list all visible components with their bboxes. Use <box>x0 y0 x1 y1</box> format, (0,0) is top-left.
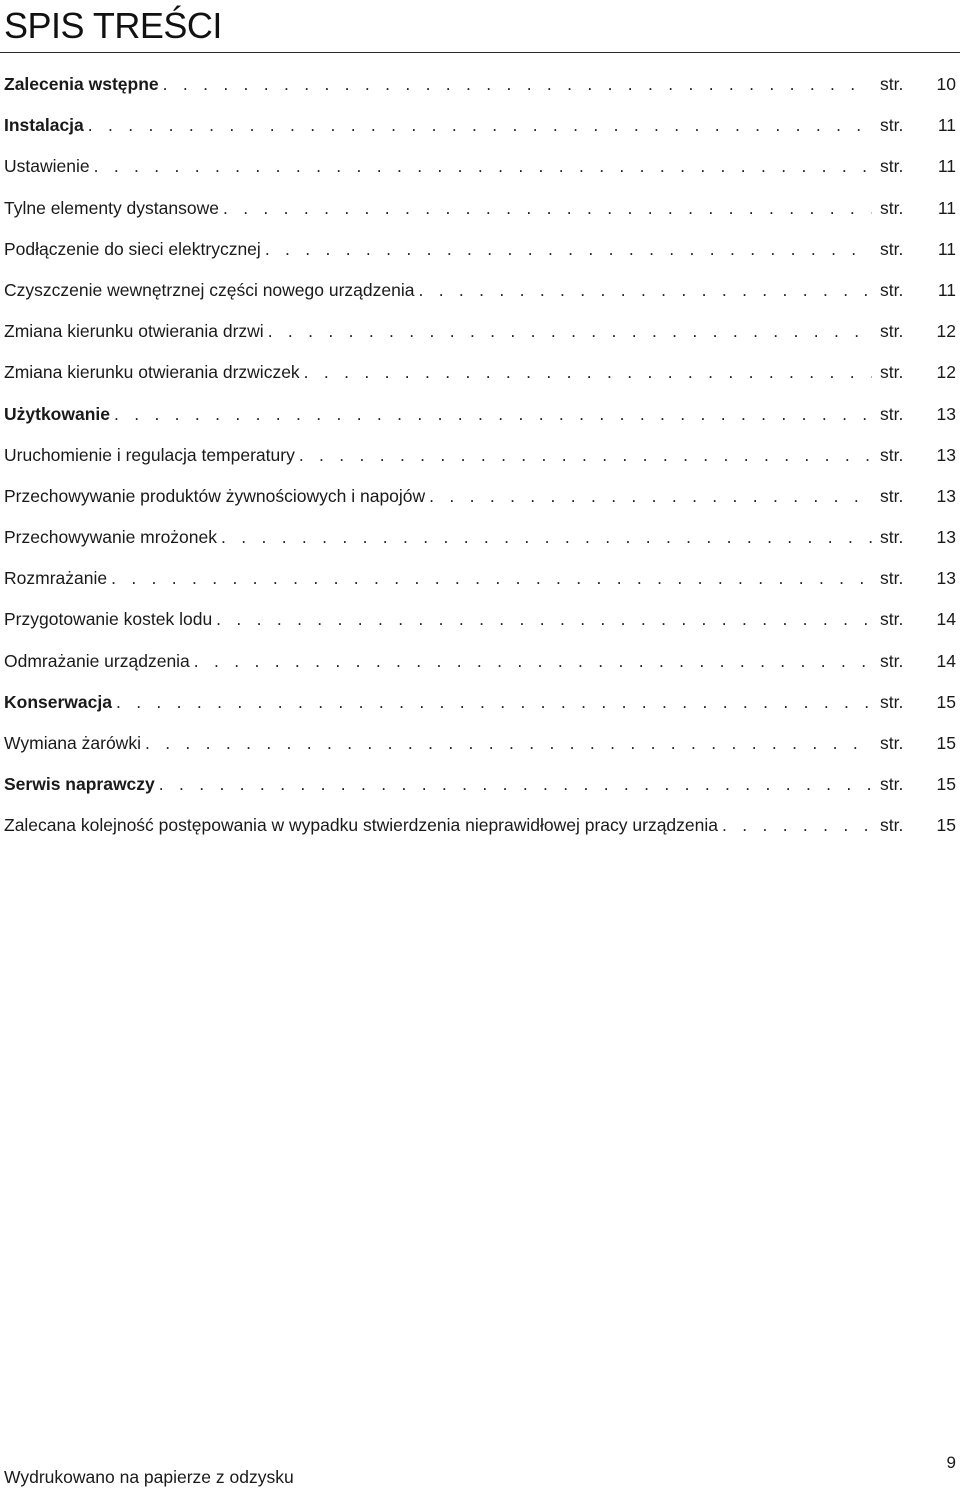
dot-leader <box>219 198 872 219</box>
toc-page-prefix: str. <box>880 733 904 753</box>
toc-page-prefix: str. <box>880 444 904 465</box>
table-of-contents <box>0 74 960 857</box>
dot-leader <box>190 651 872 672</box>
toc-entry-label: Zalecenia wstępne <box>4 74 159 94</box>
toc-page-prefix: str. <box>880 156 904 177</box>
toc-page-prefix: str. <box>880 238 904 259</box>
toc-page-number: 13 <box>936 568 956 589</box>
toc-entry[interactable] <box>0 527 960 568</box>
toc-page-number: 14 <box>936 650 956 671</box>
toc-page-number: 12 <box>936 321 956 342</box>
toc-page-number: 14 <box>936 609 956 630</box>
toc-page-prefix: str. <box>880 485 904 506</box>
toc-page-prefix: str. <box>880 691 904 712</box>
toc-page-number: 15 <box>936 774 956 795</box>
page-title: SPIS TREŚCI <box>4 5 222 46</box>
toc-page-prefix: str. <box>880 321 904 342</box>
dot-leader <box>84 115 872 136</box>
toc-entry-label: Wymiana żarówki <box>4 733 141 753</box>
toc-entry-label: Tylne elementy dystansowe <box>4 197 219 218</box>
dot-leader <box>425 486 872 507</box>
toc-entry-label: Ustawienie <box>4 156 90 177</box>
toc-entry[interactable] <box>0 692 960 733</box>
toc-page-number: 12 <box>936 362 956 383</box>
toc-page-number: 11 <box>937 197 956 218</box>
toc-entry-label: Przygotowanie kostek lodu <box>4 609 213 630</box>
toc-entry-label: Zmiana kierunku otwierania drzwiczek <box>4 362 300 383</box>
toc-page-number: 13 <box>936 527 956 548</box>
toc-entry-label: Serwis naprawczy <box>4 774 155 795</box>
toc-entry[interactable] <box>0 198 960 239</box>
toc-entry-label: Zalecana kolejność postępowania w wypadku stwierdzenia nieprawidłowej pracy urządzenia <box>4 815 719 836</box>
toc-page-number: 11 <box>937 279 956 300</box>
toc-page-prefix: str. <box>880 362 904 383</box>
toc-entry-label: Podłączenie do sieci elektrycznej <box>4 238 261 259</box>
toc-page-number: 11 <box>937 238 956 259</box>
dot-leader <box>110 404 872 425</box>
dot-leader <box>90 156 872 177</box>
toc-entry[interactable] <box>0 362 960 403</box>
toc-page-number: 11 <box>937 156 956 177</box>
toc-entry[interactable] <box>0 321 960 362</box>
dot-leader <box>261 239 872 260</box>
dot-leader <box>217 527 872 548</box>
toc-page-prefix: str. <box>880 650 904 671</box>
dot-leader <box>414 280 872 301</box>
toc-page-number: 15 <box>936 691 956 712</box>
toc-entry-label: Użytkowanie <box>4 403 110 424</box>
toc-page-prefix: str. <box>880 115 904 136</box>
toc-page-prefix: str. <box>880 774 904 795</box>
toc-entry-label: Przechowywanie mrożonek <box>4 527 218 548</box>
toc-entry-label: Zmiana kierunku otwierania drzwi <box>4 321 264 342</box>
toc-entry-label: Rozmrażanie <box>4 568 108 589</box>
title-divider <box>0 52 960 53</box>
toc-entry[interactable] <box>0 239 960 280</box>
toc-page-prefix: str. <box>880 403 904 424</box>
page-number: 9 <box>946 1453 956 1472</box>
toc-entry[interactable] <box>0 774 960 815</box>
dot-leader <box>141 733 872 754</box>
toc-entry[interactable] <box>0 815 960 856</box>
toc-entry[interactable] <box>0 74 960 115</box>
toc-page-prefix: str. <box>880 609 904 630</box>
toc-entry[interactable] <box>0 445 960 486</box>
toc-page-number: 15 <box>936 815 956 836</box>
toc-entry-label: Uruchomienie i regulacja temperatury <box>4 444 295 465</box>
toc-page-prefix: str. <box>880 568 904 589</box>
dot-leader <box>300 362 872 383</box>
toc-page-number: 13 <box>936 403 956 424</box>
recycled-paper-note: Wydrukowano na papierze z odzysku <box>4 1467 294 1487</box>
dot-leader <box>112 692 872 713</box>
toc-entry[interactable] <box>0 280 960 321</box>
toc-entry-label: Przechowywanie produktów żywnościowych i napojów <box>4 485 426 506</box>
toc-page-number: 13 <box>936 444 956 465</box>
toc-entry[interactable] <box>0 404 960 445</box>
toc-page-number: 13 <box>936 485 956 506</box>
toc-page-prefix: str. <box>880 74 904 94</box>
toc-entry[interactable] <box>0 568 960 609</box>
dot-leader <box>718 815 872 836</box>
toc-page-prefix: str. <box>880 815 904 836</box>
toc-page-number: 15 <box>936 733 956 753</box>
toc-page-number: 10 <box>936 74 956 94</box>
dot-leader <box>107 568 872 589</box>
toc-entry-label: Konserwacja <box>4 691 112 712</box>
toc-page-prefix: str. <box>880 197 904 218</box>
toc-entry[interactable] <box>0 115 960 156</box>
toc-page-number: 11 <box>937 115 956 136</box>
toc-entry[interactable] <box>0 486 960 527</box>
dot-leader <box>264 321 872 342</box>
toc-page-prefix: str. <box>880 527 904 548</box>
toc-entry[interactable] <box>0 651 960 692</box>
toc-entry-label: Czyszczenie wewnętrznej części nowego urządzenia <box>4 279 415 300</box>
toc-entry[interactable] <box>0 609 960 650</box>
dot-leader <box>212 609 872 630</box>
dot-leader <box>155 774 872 795</box>
dot-leader <box>159 74 872 95</box>
toc-entry[interactable] <box>0 156 960 197</box>
toc-entry-label: Odmrażanie urządzenia <box>4 650 190 671</box>
toc-page-prefix: str. <box>880 279 904 300</box>
dot-leader <box>295 445 872 466</box>
toc-entry-label: Instalacja <box>4 115 84 136</box>
toc-entry[interactable] <box>0 733 960 774</box>
